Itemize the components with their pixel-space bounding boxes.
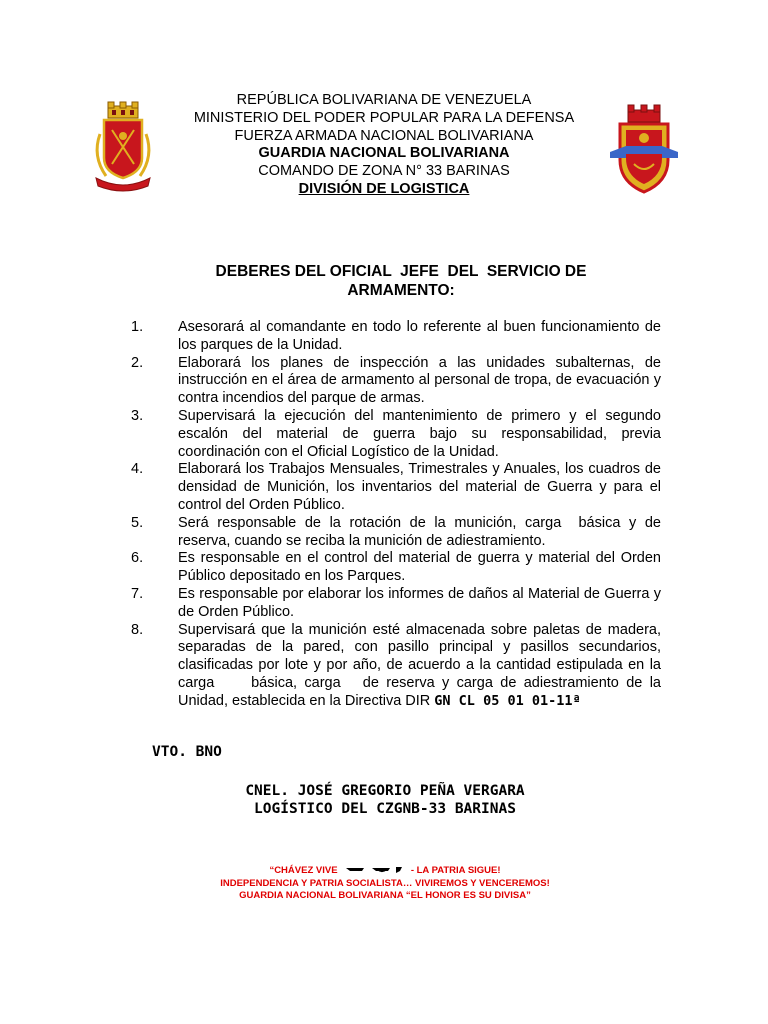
document-title — [120, 262, 682, 300]
list-item-text: Es responsable por elaborar los informes de daños al Material de Guerra y de Orden Público. — [178, 585, 661, 620]
list-item-text: Supervisará la ejecución del mantenimiento de primero y el segundo escalón del material de guerra bajo su responsabilidad, previa coordinación con el Oficial Logístico de la Unidad. — [178, 407, 661, 460]
list-item-text: Elaborará los Trabajos Mensuales, Trimestrales y Anuales, los cuadros de densidad de Munición, los inventarios del material de Guerra y para el control del Orden Público. — [178, 461, 661, 513]
slogan-chavez-vive: “CHÁVEZ VIVE — [269, 865, 338, 876]
signer-role: LOGÍSTICO DEL CZGNB-33 BARINAS — [254, 801, 516, 817]
list-item-number: 2. — [131, 354, 144, 371]
list-item-text: Asesorará al comandante en todo lo referente al buen funcionamiento de los parques de la Unidad. — [178, 319, 661, 353]
list-item-number: 4. — [131, 461, 144, 478]
list-item — [131, 550, 661, 586]
list-item-number: 5. — [131, 514, 144, 531]
title-line-2: ARMAMENTO: — [347, 282, 455, 299]
signer-name: CNEL. JOSÉ GREGORIO PEÑA VERGARA — [245, 783, 525, 799]
header-ministry: MINISTERIO DEL PODER POPULAR PARA LA DEFENSA — [193, 109, 575, 126]
footer-line-1 — [120, 865, 650, 878]
chavez-eyes-icon — [344, 865, 404, 875]
list-item-number: 8. — [131, 621, 144, 638]
slogan-patria-sigue: - LA PATRIA SIGUE! — [410, 865, 501, 876]
list-item-number: 6. — [131, 550, 144, 567]
footer-line-2: INDEPENDENCIA Y PATRIA SOCIALISTA… VIVIREMOS Y VENCEREMOS! — [220, 877, 550, 889]
list-item-number: 3. — [131, 407, 144, 424]
header-national-guard: GUARDIA NACIONAL BOLIVARIANA — [258, 145, 510, 162]
list-item — [131, 319, 661, 355]
title-line-1: DEBERES DEL OFICIAL JEFE DEL SERVICIO DE — [215, 263, 587, 280]
list-item — [131, 514, 666, 551]
document-header — [0, 92, 768, 199]
footer-slogans — [120, 865, 650, 903]
list-item — [131, 586, 661, 622]
footer-line-3: GUARDIA NACIONAL BOLIVARIANA “EL HONOR ES SU DIVISA” — [239, 890, 531, 901]
list-item-number: 7. — [131, 585, 144, 602]
header-armed-forces: FUERZA ARMADA NACIONAL BOLIVARIANA — [234, 127, 534, 144]
header-republic: REPÚBLICA BOLIVARIANA DE VENEZUELA — [236, 92, 532, 108]
list-item — [131, 621, 666, 711]
header-zone-command: COMANDO DE ZONA N° 33 BARINAS — [258, 163, 510, 180]
duties-list — [131, 319, 666, 711]
list-item — [131, 355, 661, 408]
list-item-text — [178, 621, 666, 711]
duty-text: Supervisará que la munición esté almacenada sobre paletas de madera, separadas de la pared, con pasillo principal y pasillos secundarios, clasificadas por lote y por año, de acuerdo a la cantidad estipulada en la carga básica, carga de reserva y carga de adiestramiento de la Unidad, establecida en la Directiva DIR — [178, 621, 666, 709]
list-item-text: Será responsable de la rotación de la munición, carga básica y de reserva, cuando se reciba la munición de adiestramiento. — [178, 514, 666, 549]
list-item-text: Elaborará los planes de inspección a las unidades subalternas, de instrucción en el área de armamento al personal de tropa, de evacuación y contra incendios del parque de armas. — [178, 354, 661, 407]
list-item — [131, 408, 661, 461]
list-item-number: 1. — [131, 319, 144, 335]
list-item — [131, 461, 661, 514]
vto-bno: VTO. BNO — [152, 744, 222, 760]
header-division: DIVISIÓN DE LOGISTICA — [298, 180, 470, 197]
signature-block — [120, 782, 650, 818]
directive-code: GN CL 05 01 01-11ª — [434, 692, 581, 709]
list-item-text: Es responsable en el control del material de guerra y material del Orden Público depositado en los Parques. — [178, 550, 661, 585]
